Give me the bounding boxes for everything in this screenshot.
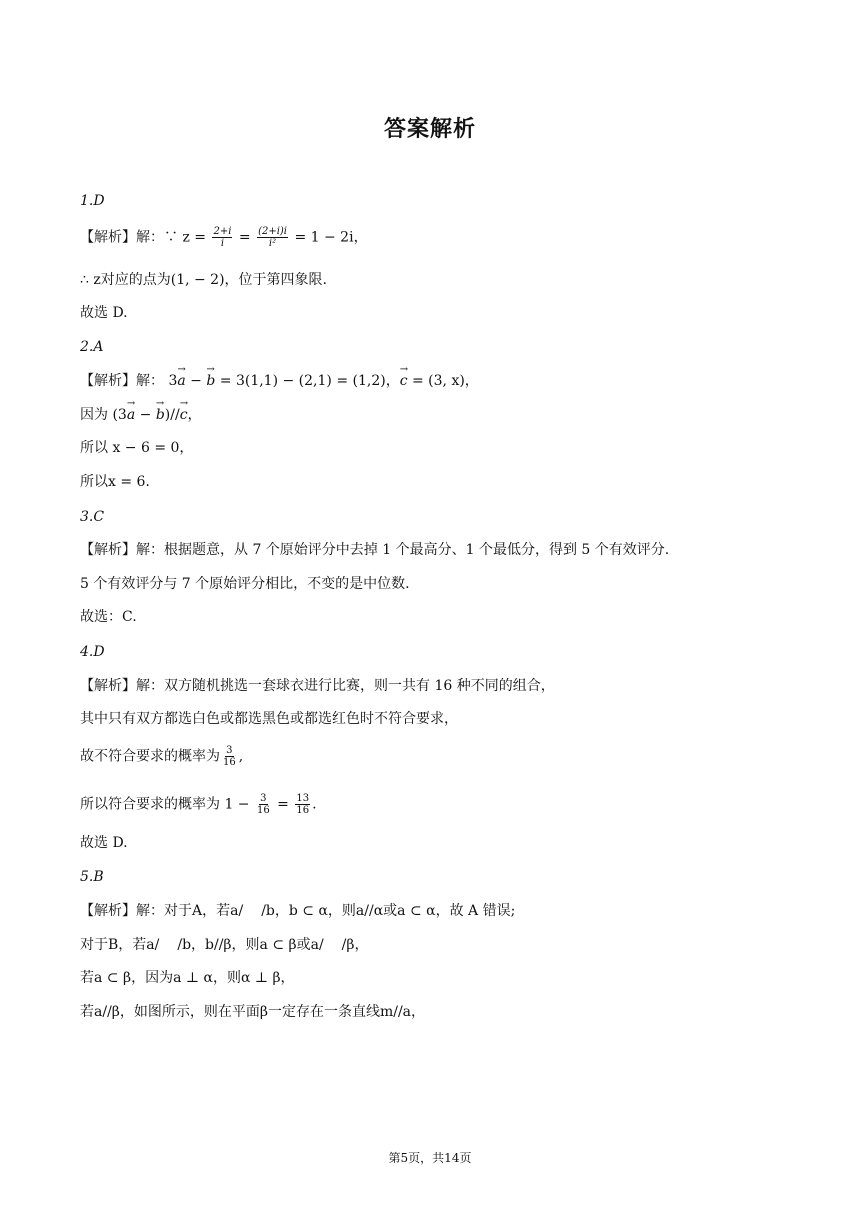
q4-solution-line-2: 其中只有双方都选白色或都选黑色或都选红色时不符合要求，: [80, 711, 458, 727]
q3-solution-line-1: 【解析】解：根据题意，从 7 个原始评分中去掉 1 个最高分、1 个最低分，得到 5 个有效评分.: [80, 542, 670, 558]
vector-b: → b: [156, 405, 165, 425]
q5-solution-line-4: 若a//β，如图所示，则在平面β一定存在一条直线m//a，: [80, 1004, 426, 1020]
answer-2: 2.A: [80, 339, 104, 355]
q2-solution-line-1: 【解析】解： 3→ a − → b = 3(1,1) − (2,1) = (1,2)，→ c = (3, x)，: [80, 371, 479, 391]
answer-4: 4.D: [80, 644, 105, 660]
answer-1: 1.D: [80, 193, 105, 209]
fraction: $\frac{13}{16}$: [296, 793, 310, 816]
fraction: $\frac{3}{16}$: [223, 745, 236, 768]
q5-solution-line-1: 【解析】解：对于A，若a/ /b，b ⊂ α，则a//α或a ⊂ α，故 A 错误;: [80, 903, 516, 919]
q2-solution-line-3: 所以 x − 6 = 0，: [80, 440, 194, 456]
q4-solution-line-4: 所以符合要求的概率为 1 − $\frac{3}{16}$ = $\frac{13}{16}$ .: [80, 793, 317, 816]
fraction: $\frac{2+i}{i}$: [213, 226, 232, 249]
q2-solution-line-2: 因为 (3→ a − → b)//→ c，: [80, 405, 202, 425]
fraction: $\frac{3}{16}$: [257, 793, 270, 816]
page-footer: 第5页，共14页: [388, 1151, 472, 1165]
q4-solution-line-3: 故不符合要求的概率为 $\frac{3}{16}$ ,: [80, 745, 244, 768]
vector-c: → c: [180, 405, 188, 425]
q4-solution-line-1: 【解析】解：双方随机挑选一套球衣进行比赛，则一共有 16 种不同的组合，: [80, 678, 555, 694]
q1-solution-line-1: 【解析】解：∵ z = $\frac{2+i}{i}$ = $\frac{(2+i)i}{\text{i²}}$ = 1 − 2i，: [80, 226, 368, 249]
page-title: 答案解析: [383, 117, 476, 142]
vector-a: → a: [127, 405, 135, 425]
q5-solution-line-3: 若a ⊂ β，因为a ⊥ α，则α ⊥ β，: [80, 970, 295, 986]
vector-a: → a: [177, 371, 185, 391]
vector-b: → b: [206, 371, 215, 391]
q5-solution-line-2: 对于B，若a/ /b，b//β，则a ⊂ β或a/ /β，: [80, 937, 369, 953]
q1-solution-line-3: 故选 D.: [80, 305, 128, 321]
answer-3: 3.C: [80, 509, 105, 525]
vector-c: → c: [400, 371, 408, 391]
q1-solution-line-2: ∴ z对应的点为(1, − 2)，位于第四象限.: [80, 272, 328, 288]
q3-solution-line-3: 故选：C.: [80, 609, 137, 625]
q3-solution-line-2: 5 个有效评分与 7 个原始评分相比，不变的是中位数.: [80, 576, 410, 592]
answer-5: 5.B: [80, 869, 104, 885]
q4-solution-line-5: 故选 D.: [80, 835, 128, 851]
q2-solution-line-4: 所以x = 6.: [80, 474, 150, 490]
fraction: $\frac{(2+i)i}{\text{i²}}$: [258, 226, 288, 249]
